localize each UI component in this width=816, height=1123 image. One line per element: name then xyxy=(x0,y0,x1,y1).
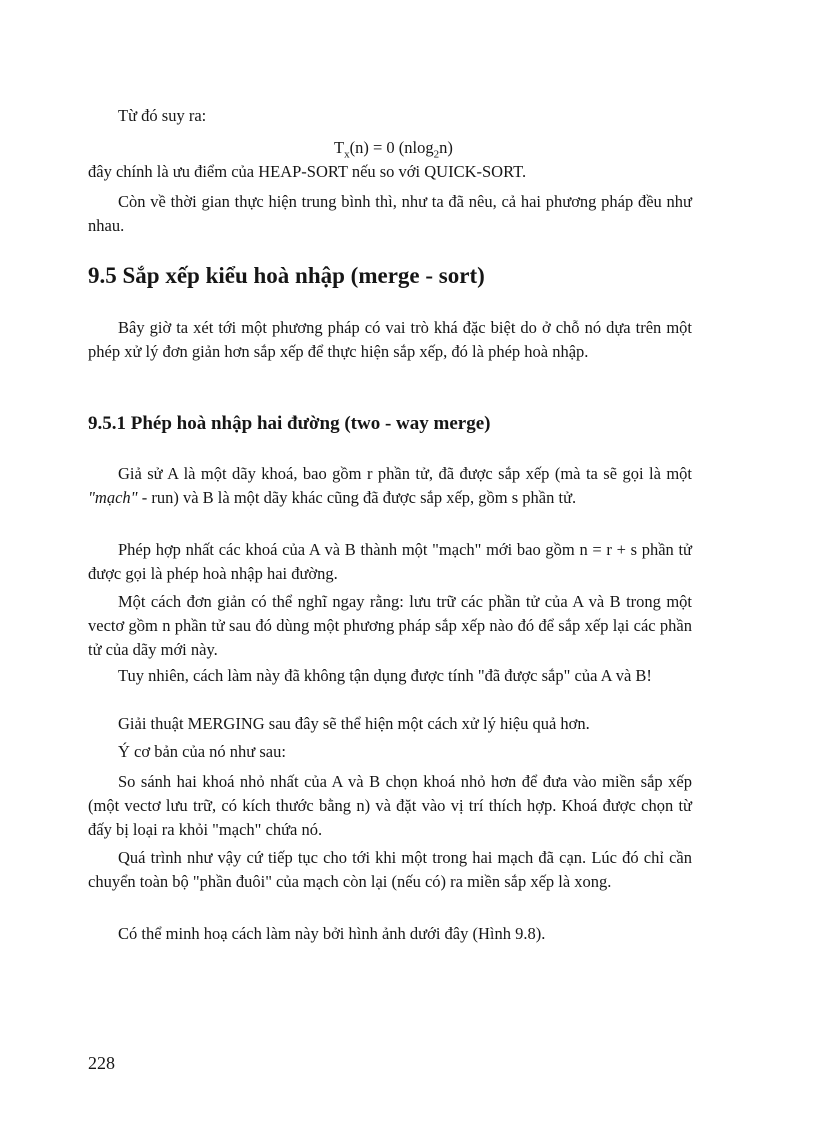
p1-after: - run) và B là một dãy khác cũng đã được sắp xếp, gồm s phần tử. xyxy=(137,488,577,507)
p1-italic-term: "mạch" xyxy=(88,488,138,507)
formula-subscript-x: x xyxy=(344,148,350,161)
formula-T: T xyxy=(334,138,345,157)
subsection-paragraph-7: So sánh hai khoá nhỏ nhất của A và B chọn khoá nhỏ hơn để đưa vào miền sắp xếp (một vectơ lưu trữ, có kích thước bằng n) và đặt vào vị trí thích hợp. Khoá được chọn từ đấy bị loại ra khỏi "mạch" chứa nó. xyxy=(88,772,692,839)
subsection-paragraph-8: Quá trình như vậy cứ tiếp tục cho tới khi một trong hai mạch đã cạn. Lúc đó chỉ cần chuyển toàn bộ "phần đuôi" của mạch còn lại (nếu có) ra miền sắp xếp là xong. xyxy=(88,848,692,891)
intro-paragraph-3: Còn về thời gian thực hiện trung bình thì, như ta đã nêu, cả hai phương pháp đều như nhau. xyxy=(88,192,692,235)
intro-paragraph-1: Từ đó suy ra: xyxy=(118,106,207,125)
page-number: 228 xyxy=(88,1053,115,1073)
subsection-paragraph-2: Phép hợp nhất các khoá của A và B thành một "mạch" mới bao gồm n = r + s phần tử được gọi là phép hoà nhập hai đường. xyxy=(88,540,692,583)
formula-subscript-2: 2 xyxy=(433,148,440,161)
complexity-formula xyxy=(334,136,453,160)
subsection-paragraph-5: Giải thuật MERGING sau đây sẽ thể hiện một cách xử lý hiệu quả hơn. xyxy=(118,714,590,733)
p1-before: Giả sử A là một dãy khoá, bao gồm r phần tử, đã được sắp xếp (mà ta sẽ gọi là một xyxy=(118,464,692,483)
subsection-paragraph-3: Một cách đơn giản có thể nghĩ ngay rằng: lưu trữ các phần tử của A và B trong một vectơ gồm n phần tử sau đó dùng một phương pháp sắp xếp nào đó để sắp xếp lại các phần tử của dãy mới này. xyxy=(88,592,692,659)
section-heading: 9.5 Sắp xếp kiểu hoà nhập (merge - sort) xyxy=(88,263,485,288)
subsection-paragraph-9: Có thể minh hoạ cách làm này bởi hình ảnh dưới đây (Hình 9.8). xyxy=(118,924,546,943)
subsection-paragraph-4: Tuy nhiên, cách làm này đã không tận dụng được tính "đã được sắp" của A và B! xyxy=(118,666,652,685)
formula-middle: (n) = 0 (nlog xyxy=(349,138,434,157)
section-paragraph-1: Bây giờ ta xét tới một phương pháp có vai trò khá đặc biệt do ở chỗ nó dựa trên một phép xử lý đơn giản hơn sắp xếp để thực hiện sắp xếp, đó là phép hoà nhập. xyxy=(88,318,692,361)
subsection-paragraph-1 xyxy=(88,462,692,510)
formula-end: n) xyxy=(439,138,453,157)
subsection-heading: 9.5.1 Phép hoà nhập hai đường (two - way merge) xyxy=(88,413,491,434)
intro-paragraph-2: đây chính là ưu điểm của HEAP-SORT nếu so với QUICK-SORT. xyxy=(88,162,527,181)
subsection-paragraph-6: Ý cơ bản của nó như sau: xyxy=(118,742,286,761)
